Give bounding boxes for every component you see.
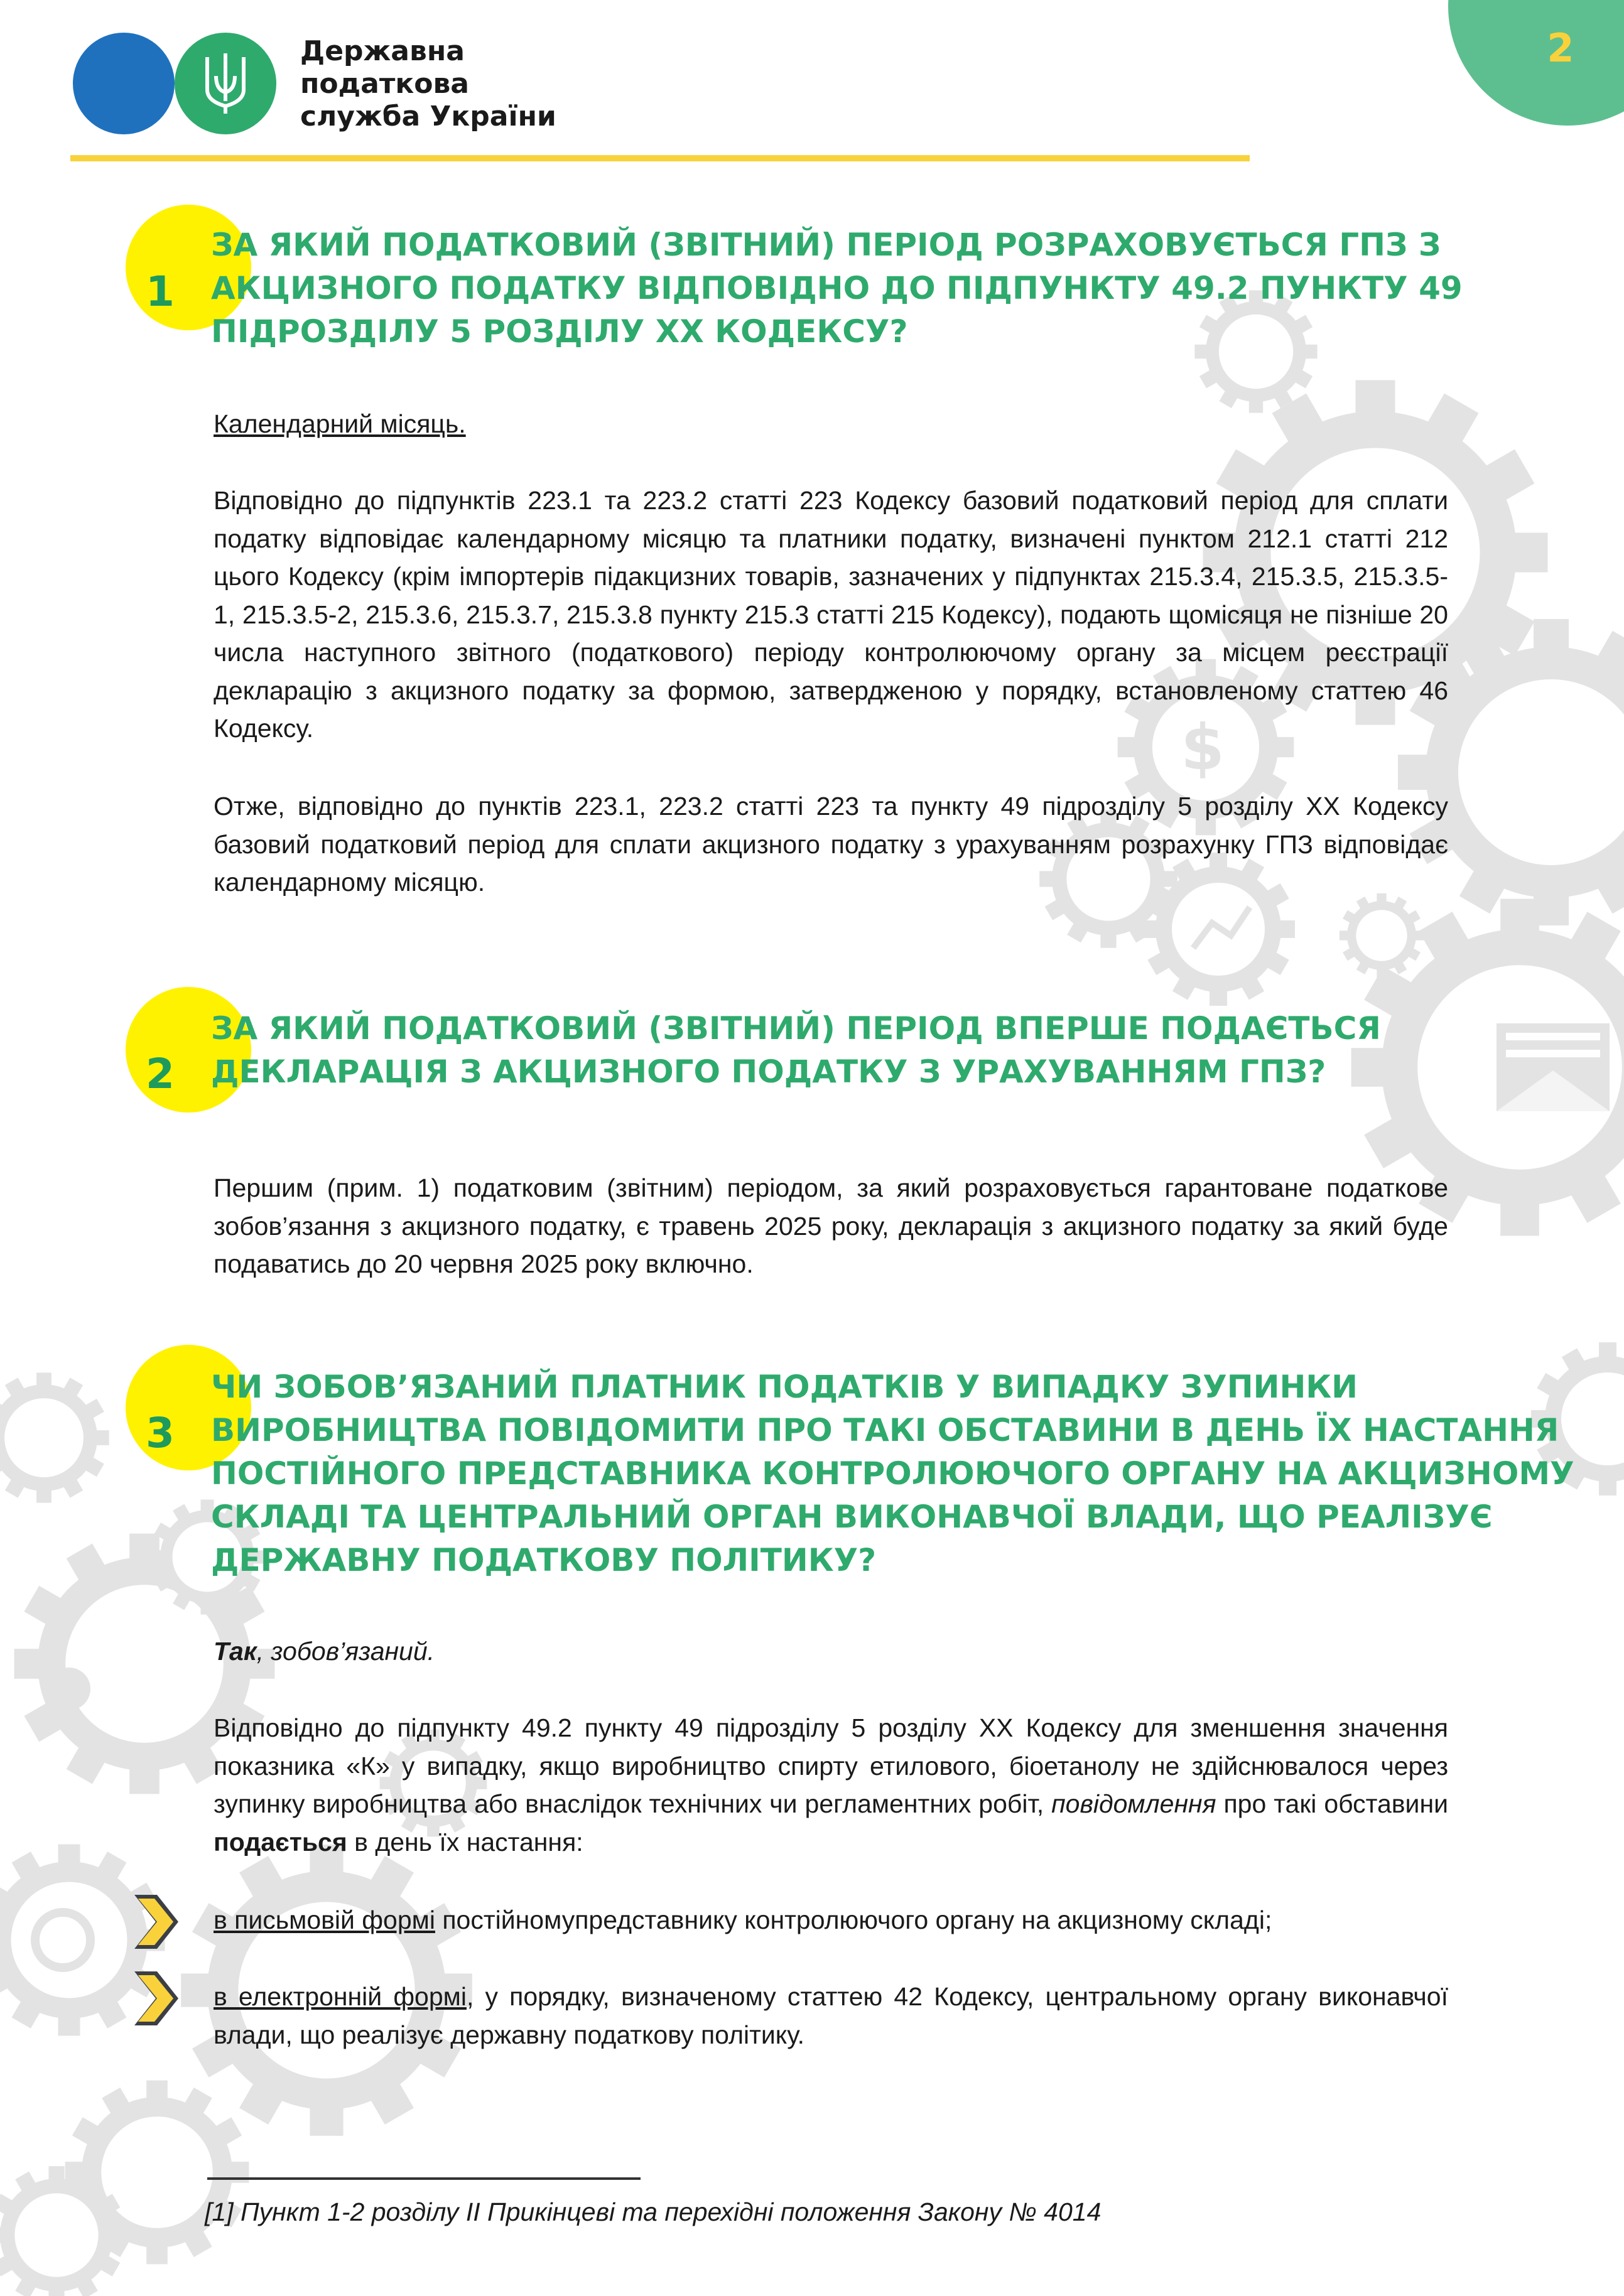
page-number: 2 bbox=[1547, 25, 1574, 71]
question-3-answer bbox=[214, 1632, 1448, 1671]
question-1-paragraph-1: Відповідно до підпунктів 223.1 та 223.2 статті 223 Кодексу базовий податковий період для сплати податку відповідає календарному місяцю та платники податку, визначені пунктом 212.1 статті 212 цього Кодексу (крім імпортерів підакцизних товарів, зазначених у підпунктах 215.3.4, 215.3.5, 215.3.5-1, 215.3.5-2, 215.3.6, 215.3.7, 215.3.8 пункту 215.3 статті 215 Кодексу), подають щомісяця не пізніше 20 числа наступного звітного (податкового) періоду контролюючому органу за місцем реєстрації декларацію з акцизного податку за формою, затвердженою у порядку, встановленому статтею 46 Кодексу. bbox=[214, 486, 1448, 743]
question-3-number: 3 bbox=[146, 1409, 175, 1457]
question-1-title bbox=[211, 224, 1463, 353]
logo-green-circle bbox=[175, 33, 276, 134]
svg-text:$: $ bbox=[1181, 711, 1225, 784]
question-3-title bbox=[211, 1366, 1574, 1582]
org-name-line-2: податкова bbox=[300, 68, 469, 100]
q3-para-italic: повідомлення bbox=[1051, 1789, 1216, 1818]
q3-para-text-c: в день їх настання: bbox=[347, 1827, 583, 1857]
question-3-title-line: ЧИ ЗОБОВ’ЯЗАНИЙ ПЛАТНИК ПОДАТКІВ У ВИПАДКУ ЗУПИНКИ bbox=[211, 1369, 1358, 1405]
question-3-title-line: ДЕРЖАВНУ ПОДАТКОВУ ПОЛІТИКУ? bbox=[211, 1542, 877, 1578]
question-2-number: 2 bbox=[146, 1050, 175, 1098]
logo-blue-circle bbox=[73, 33, 175, 134]
bullet-1-text: постійномупредставнику контролюючого органу на акцизному складі; bbox=[435, 1905, 1272, 1934]
q3-para-text-a: Відповідно до підпункту 49.2 пункту 49 підрозділу 5 розділу ХХ Кодексу для зменшення значення показника «К» у випадку, якщо виробництво спирту етилового, біоетанолу не здійснювалося через зупинку виробництва або внаслідок технічних чи регламентних робіт, bbox=[214, 1713, 1448, 1818]
footnote: [1] Пункт 1-2 розділу ІІ Прикінцеві та перехідні положення Закону № 4014 bbox=[205, 2197, 1102, 2226]
trident-icon bbox=[202, 51, 249, 116]
question-2-title-line: ЗА ЯКИЙ ПОДАТКОВИЙ (ЗВІТНИЙ) ПЕРІОД ВПЕРШЕ ПОДАЄТЬСЯ bbox=[211, 1010, 1381, 1047]
question-3-title-line: ВИРОБНИЦТВА ПОВІДОМИТИ ПРО ТАКІ ОБСТАВИНИ В ДЕНЬ ЇХ НАСТАННЯ bbox=[211, 1412, 1559, 1448]
question-1-number: 1 bbox=[146, 267, 175, 316]
question-1-answer bbox=[214, 405, 1448, 443]
bullet-item-written-form bbox=[214, 1901, 1448, 1939]
question-3-answer-bold: Так bbox=[214, 1637, 257, 1666]
question-2-title bbox=[211, 1007, 1381, 1094]
q3-para-bold: подається bbox=[214, 1827, 347, 1857]
question-2-paragraph-1: Першим (прим. 1) податковим (звітним) періодом, за який розраховується гарантоване податкове зобов’язання з акцизного податку, є травень 2025 року, декларація з акцизного податку за який буде подаватись до 20 червня 2025 року включно. bbox=[214, 1173, 1448, 1278]
bullet-1-link-text: в письмовій формі bbox=[214, 1905, 435, 1934]
question-1-title-line: АКЦИЗНОГО ПОДАТКУ ВІДПОВІДНО ДО ПІДПУНКТУ 49.2 ПУНКТУ 49 bbox=[211, 270, 1463, 306]
chevron-right-icon bbox=[132, 1892, 181, 1951]
organization-name bbox=[300, 35, 556, 133]
question-3-paragraph-1 bbox=[214, 1709, 1448, 1861]
footnote-divider bbox=[207, 2177, 641, 2180]
question-1-answer-text: Календарний місяць. bbox=[214, 409, 466, 438]
bullet-2-text: , у порядку, визначеному статтею 42 Кодексу, центральному органу виконавчої влади, що реалізує державну податкову політику. bbox=[214, 1982, 1448, 2049]
chevron-right-icon bbox=[132, 1969, 181, 2028]
question-1-title-line: ЗА ЯКИЙ ПОДАТКОВИЙ (ЗВІТНИЙ) ПЕРІОД РОЗРАХОВУЄТЬСЯ ГПЗ З bbox=[211, 227, 1441, 263]
bullet-2-link-text: в електронній формі bbox=[214, 1982, 467, 2011]
q3-para-text-b: про такі обставини bbox=[1216, 1789, 1448, 1818]
header-divider bbox=[70, 155, 1250, 161]
bullet-item-electronic-form bbox=[214, 1978, 1448, 2054]
question-3-title-line: СКЛАДІ ТА ЦЕНТРАЛЬНИЙ ОРГАН ВИКОНАВЧОЇ ВЛАДИ, ЩО РЕАЛІЗУЄ bbox=[211, 1499, 1493, 1535]
org-name-line-3: служба України bbox=[300, 100, 556, 132]
question-1-title-line: ПІДРОЗДІЛУ 5 РОЗДІЛУ ХХ КОДЕКСУ? bbox=[211, 313, 908, 350]
question-3-title-line: ПОСТІЙНОГО ПРЕДСТАВНИКА КОНТРОЛЮЮЧОГО ОРГАНУ НА АКЦИЗНОМУ bbox=[211, 1455, 1574, 1492]
org-name-line-1: Державна bbox=[300, 35, 465, 67]
question-3-answer-rest: , зобов’язаний. bbox=[256, 1637, 435, 1666]
question-1-paragraph-2: Отже, відповідно до пунктів 223.1, 223.2 статті 223 та пункту 49 підрозділу 5 розділу ХХ Кодексу базовий податковий період для сплати акцизного податку з урахуванням розрахунку ГПЗ відповідає календарному місяцю. bbox=[214, 792, 1448, 897]
question-2-title-line: ДЕКЛАРАЦІЯ З АКЦИЗНОГО ПОДАТКУ З УРАХУВАННЯМ ГПЗ? bbox=[211, 1054, 1326, 1090]
